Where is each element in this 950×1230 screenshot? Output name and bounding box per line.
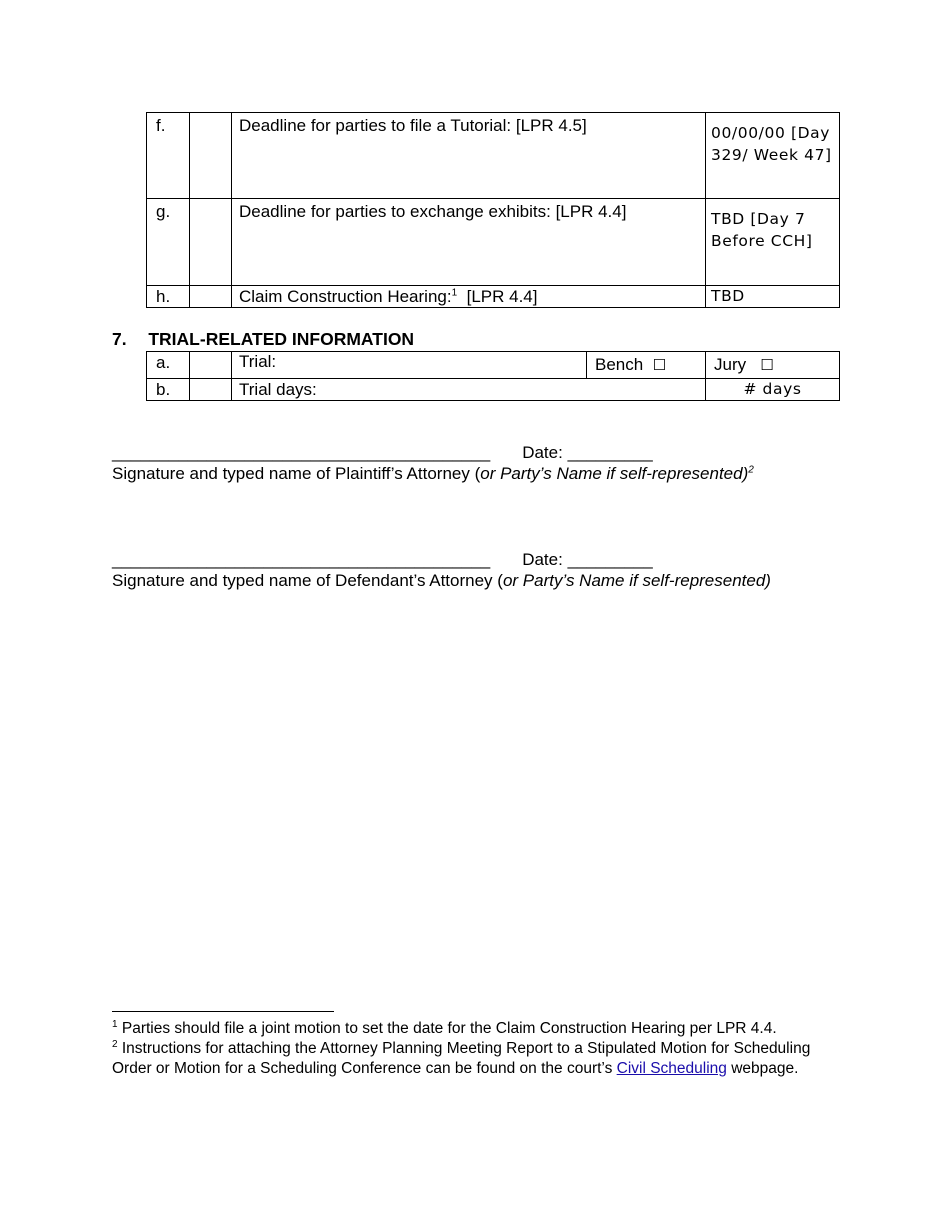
footnotes: [112, 1019, 824, 1079]
section-heading: [112, 329, 414, 350]
trial-days-value[interactable]: # days: [706, 379, 840, 401]
deadlines-table: [146, 112, 840, 308]
signature-line[interactable]: ________________________________________: [112, 443, 491, 462]
date-blank[interactable]: _________: [567, 550, 653, 569]
row-date-value: TBD [Day 7 Before CCH]: [706, 199, 840, 286]
footnote-text: Parties should file a joint motion to set the date for the Claim Construction Hearing per LPR 4.4.: [117, 1020, 777, 1037]
row-letter: g.: [147, 199, 190, 286]
footnote-text: Instructions for attaching the Attorney Planning Meeting Report to a Stipulated Motion for Scheduling Order or Motion for a Scheduling Conference can be found on the court’s: [112, 1040, 811, 1077]
signature-caption: Signature and typed name of Defendant’s Attorney (: [112, 571, 503, 590]
row-letter: f.: [147, 113, 190, 199]
table-row: [147, 352, 840, 379]
plaintiff-signature-block: [112, 442, 872, 484]
footnote-1: [112, 1019, 824, 1039]
footnote-number: 1: [112, 1018, 118, 1030]
footnote-number: 2: [112, 1038, 118, 1050]
jury-option[interactable]: [706, 352, 840, 379]
trial-label: Trial:: [232, 352, 587, 379]
signature-caption: Signature and typed name of Plaintiff’s Attorney (: [112, 464, 481, 483]
row-marker: [190, 199, 232, 286]
table-row: [147, 199, 840, 286]
defendant-signature-block: [112, 549, 872, 591]
row-marker: [190, 352, 232, 379]
footnote-ref[interactable]: 1: [451, 287, 458, 299]
row-date-value: TBD: [706, 286, 840, 308]
jury-checkbox[interactable]: ☐: [760, 356, 774, 374]
footnote-text-after: webpage.: [726, 1060, 799, 1077]
row-letter: a.: [147, 352, 190, 379]
row-marker: [190, 379, 232, 401]
date-label: Date:: [522, 443, 563, 462]
date-blank[interactable]: _________: [567, 443, 653, 462]
section-title: TRIAL-RELATED INFORMATION: [148, 329, 415, 349]
row-letter: h.: [147, 286, 190, 308]
footnote-separator: [112, 1011, 334, 1012]
footnote-2: [112, 1039, 824, 1079]
signature-caption-italic: or Party’s Name if self-represented): [502, 571, 771, 590]
table-row: [147, 113, 840, 199]
row-description: [232, 286, 706, 308]
row-letter: b.: [147, 379, 190, 401]
bench-checkbox[interactable]: ☐: [652, 356, 667, 374]
footnote-ref[interactable]: 2: [748, 464, 754, 476]
section-number: 7.: [112, 329, 127, 349]
table-row: [147, 286, 840, 308]
trial-table: [146, 351, 840, 401]
civil-scheduling-link[interactable]: Civil Scheduling: [616, 1060, 727, 1077]
trial-days-label: Trial days:: [232, 379, 706, 401]
row-date-value: 00/00/00 [Day 329/ Week 47]: [706, 113, 840, 199]
table-row: [147, 379, 840, 401]
row-marker: [190, 113, 232, 199]
signature-line[interactable]: ________________________________________: [112, 550, 491, 569]
row-description: Deadline for parties to file a Tutorial: [LPR 4.5]: [232, 113, 706, 199]
bench-option[interactable]: [587, 352, 706, 379]
date-label: Date:: [522, 550, 563, 569]
bench-label: Bench: [595, 355, 644, 374]
jury-label: Jury: [714, 355, 747, 374]
row-description: Deadline for parties to exchange exhibits: [LPR 4.4]: [232, 199, 706, 286]
row-description-text: Claim Construction Hearing:: [239, 287, 452, 306]
signature-caption-italic: or Party’s Name if self-represented): [480, 464, 749, 483]
row-marker: [190, 286, 232, 308]
row-description-suffix: [LPR 4.4]: [457, 287, 538, 306]
